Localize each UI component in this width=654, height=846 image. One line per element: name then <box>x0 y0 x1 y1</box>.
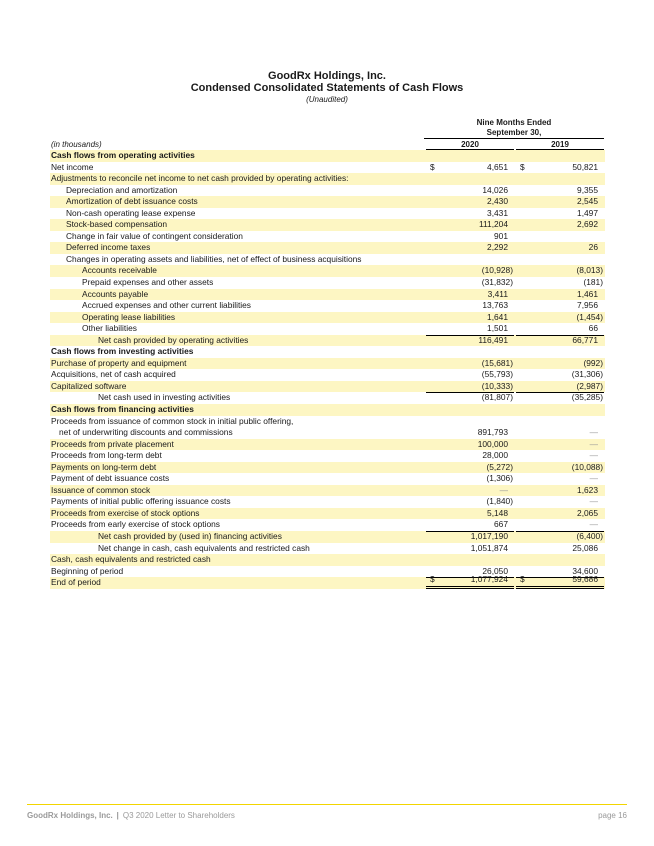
value-cell-2019 <box>516 323 604 335</box>
value-cell-2019 <box>516 242 604 254</box>
row-label-text: Cash flows from financing activities <box>51 404 194 415</box>
value-cell-2019 <box>516 543 604 555</box>
value-cell-2020 <box>426 242 514 254</box>
value-cell-2020 <box>426 381 514 393</box>
value-text: 116,491 <box>478 334 508 345</box>
value-cell-2019 <box>516 404 604 416</box>
value-text: — <box>499 484 508 495</box>
row-label <box>66 231 243 243</box>
value-text: 891,793 <box>477 427 508 438</box>
row-label <box>82 323 137 335</box>
value-cell-2019 <box>516 392 604 404</box>
table-row <box>50 519 605 531</box>
value-cell-2019 <box>516 531 604 543</box>
row-label <box>98 543 310 555</box>
statement-title: Condensed Consolidated Statements of Cash Flows <box>190 82 464 94</box>
value-cell-2019 <box>516 289 604 301</box>
value-cell-2019 <box>516 265 604 277</box>
row-label-text: Changes in operating assets and liabilities, net of effect of business acquisitions <box>66 253 362 264</box>
value-cell-2020 <box>426 150 514 162</box>
period-label-line1: Nine Months Ended <box>476 118 552 127</box>
value-cell-2020 <box>426 496 514 508</box>
table-row <box>50 381 605 393</box>
value-text: (1,454) <box>576 311 603 322</box>
row-label <box>51 439 174 451</box>
value-text: 2,292 <box>487 242 508 253</box>
row-label <box>82 265 157 277</box>
table-row <box>50 185 605 197</box>
units-label: (in thousands) <box>51 140 102 149</box>
year-2020-header: 2020 <box>461 140 479 149</box>
value-cell-2019 <box>516 173 604 185</box>
value-cell-2020 <box>426 554 514 566</box>
table-row <box>50 439 605 451</box>
value-cell-2020 <box>426 346 514 358</box>
row-label-text: Net cash provided by (used in) financing activities <box>98 530 282 541</box>
value-text: (10,333) <box>481 380 513 391</box>
value-cell-2019 <box>516 254 604 266</box>
value-text: (55,793) <box>481 369 513 380</box>
row-label <box>66 219 167 231</box>
row-label-text: Proceeds from long-term debt <box>51 450 162 461</box>
table-row <box>50 196 605 208</box>
table-row <box>50 392 605 404</box>
value-cell-2020 <box>426 277 514 289</box>
table-row <box>50 219 605 231</box>
table-row <box>50 404 605 416</box>
value-text: 28,000 <box>482 450 508 461</box>
value-text: 66,771 <box>572 334 598 345</box>
value-cell-2020 <box>426 265 514 277</box>
table-row <box>50 265 605 277</box>
value-text: (31,306) <box>571 369 603 380</box>
value-cell-2020 <box>426 358 514 370</box>
value-cell-2019 <box>516 335 604 347</box>
value-text: 5,148 <box>487 507 508 518</box>
value-cell-2019 <box>516 369 604 381</box>
row-label <box>66 242 150 254</box>
value-text: — <box>589 438 598 449</box>
table-row <box>50 231 605 243</box>
value-text: — <box>589 496 598 507</box>
value-cell-2020 <box>426 473 514 485</box>
value-cell-2020 <box>426 289 514 301</box>
row-label <box>82 277 213 289</box>
row-label <box>51 150 195 162</box>
footer-company: GoodRx Holdings, Inc. <box>27 811 113 820</box>
footer-document: Q3 2020 Letter to Shareholders <box>122 811 235 820</box>
row-label <box>82 312 175 324</box>
table-row <box>50 358 605 370</box>
value-cell-2020 <box>426 543 514 555</box>
value-cell-2020 <box>426 254 514 266</box>
value-text: 13,763 <box>482 300 508 311</box>
row-label <box>51 473 169 485</box>
value-text: 66 <box>588 323 598 334</box>
value-cell-2019 <box>516 439 604 451</box>
value-text: (6,400) <box>576 530 603 541</box>
page-footer <box>27 811 627 820</box>
value-text: 111,204 <box>478 219 508 230</box>
value-text: 1,077,924 <box>470 574 508 585</box>
value-text: (35,285) <box>571 392 603 403</box>
value-text: 100,000 <box>477 438 508 449</box>
table-row <box>50 554 605 566</box>
row-label <box>66 196 198 208</box>
value-cell-2020 <box>426 531 514 543</box>
table-row <box>50 450 605 462</box>
table-row <box>50 369 605 381</box>
row-label-text: Other liabilities <box>82 323 137 334</box>
table-row <box>50 496 605 508</box>
value-text: (10,088) <box>571 461 603 472</box>
row-label-text: Proceeds from private placement <box>51 438 174 449</box>
row-label-text: Payment of debt issuance costs <box>51 473 170 484</box>
row-label <box>51 485 150 497</box>
row-label-text: Accrued expenses and other current liabilities <box>82 300 251 311</box>
table-row <box>50 574 605 589</box>
footer-rule <box>27 804 627 805</box>
row-label-text: Issuance of common stock <box>51 484 151 495</box>
row-label <box>51 554 211 566</box>
row-label-text: Proceeds from early exercise of stock options <box>51 519 220 530</box>
company-name: GoodRx Holdings, Inc. <box>268 70 386 82</box>
value-cell-2020 <box>426 335 514 347</box>
value-cell-2019 <box>516 219 604 231</box>
value-text: 26,050 <box>482 565 508 576</box>
value-cell-2020 <box>426 162 514 174</box>
row-label <box>66 185 177 197</box>
value-text: 7,956 <box>577 300 598 311</box>
table-row <box>50 416 605 439</box>
column-header-row <box>50 139 605 150</box>
row-label <box>51 519 220 531</box>
value-cell-2019 <box>516 185 604 197</box>
value-text: — <box>589 473 598 484</box>
row-label-text: Amortization of debt issuance costs <box>66 196 198 207</box>
value-cell-2019 <box>516 300 604 312</box>
row-label-text: Proceeds from exercise of stock options <box>51 507 200 518</box>
row-label <box>51 358 186 370</box>
value-text: 4,651 <box>487 161 508 172</box>
row-label-text: Purchase of property and equipment <box>51 357 187 368</box>
row-label-text: Capitalized software <box>51 380 127 391</box>
value-cell-2019 <box>516 358 604 370</box>
row-label-text: Net cash provided by operating activities <box>98 334 249 345</box>
value-cell-2019 <box>516 496 604 508</box>
row-label <box>82 289 148 301</box>
value-cell-2020 <box>426 208 514 220</box>
row-label <box>82 300 251 312</box>
value-cell-2019 <box>516 277 604 289</box>
table-row <box>50 508 605 520</box>
value-text: — <box>589 519 598 530</box>
row-label <box>51 577 101 589</box>
period-label-line2: September 30, <box>486 128 542 137</box>
value-cell-2019 <box>516 231 604 243</box>
table-row <box>50 543 605 555</box>
row-label <box>98 531 282 543</box>
value-text: 1,461 <box>577 288 598 299</box>
value-cell-2020 <box>426 185 514 197</box>
value-text: (8,013) <box>576 265 603 276</box>
row-label-text: Prepaid expenses and other assets <box>82 277 214 288</box>
value-cell-2020 <box>426 508 514 520</box>
table-row <box>50 300 605 312</box>
value-cell-2019 <box>516 312 604 324</box>
table-row <box>50 312 605 324</box>
value-cell-2019 <box>516 450 604 462</box>
row-label <box>51 173 348 185</box>
row-label <box>51 462 156 474</box>
statement-header <box>0 70 654 105</box>
value-text: 1,641 <box>487 311 508 322</box>
value-cell-2020 <box>426 485 514 497</box>
value-cell-2020 <box>426 404 514 416</box>
row-label-text: Cash flows from operating activities <box>51 150 195 160</box>
row-label-text: Beginning of period <box>51 565 124 576</box>
value-text: 1,051,874 <box>470 542 508 553</box>
table-row <box>50 173 605 185</box>
table-row <box>50 323 605 335</box>
value-cell-2019 <box>516 462 604 474</box>
year-2019-header: 2019 <box>551 140 569 149</box>
row-label-text: Cash flows from investing activities <box>51 346 194 357</box>
value-text: 901 <box>494 230 508 241</box>
table-row <box>50 242 605 254</box>
row-label-text: Adjustments to reconcile net income to net cash provided by operating activities: <box>51 173 349 184</box>
row-label-text: Stock-based compensation <box>66 219 168 230</box>
value-cell-2019 <box>516 208 604 220</box>
value-cell-2019 <box>516 485 604 497</box>
row-label <box>51 416 293 439</box>
value-text: — <box>589 427 598 438</box>
row-label-text: Deferred income taxes <box>66 242 151 253</box>
row-label <box>66 208 195 220</box>
row-label <box>51 450 162 462</box>
dollar-sign: $ <box>520 161 525 172</box>
row-label-text: Depreciation and amortization <box>66 184 178 195</box>
table-row <box>50 531 605 543</box>
row-label <box>98 392 230 404</box>
footer-page-number: page 16 <box>598 811 627 820</box>
row-label-text: Accounts receivable <box>82 265 157 276</box>
row-label <box>51 404 194 416</box>
row-label <box>51 566 123 578</box>
value-text: 2,545 <box>577 196 598 207</box>
value-cell-2020 <box>426 462 514 474</box>
row-label-text: Proceeds from issuance of common stock in initial public offering, <box>51 415 294 426</box>
row-label-text: Accounts payable <box>82 288 149 299</box>
row-label-text: Operating lease liabilities <box>82 311 176 322</box>
value-text: (81,807) <box>481 392 513 403</box>
dollar-sign: $ <box>430 574 435 585</box>
table-row <box>50 473 605 485</box>
table-row <box>50 335 605 347</box>
cash-flow-table <box>50 150 605 589</box>
value-text: 2,692 <box>577 219 598 230</box>
row-label-text: Cash, cash equivalents and restricted cash <box>51 554 211 565</box>
table-row <box>50 162 605 174</box>
row-label-text: Change in fair value of contingent consideration <box>66 230 243 241</box>
row-label-text: Net change in cash, cash equivalents and restricted cash <box>98 542 310 553</box>
period-header <box>424 118 604 138</box>
value-text: — <box>589 450 598 461</box>
value-cell-2020 <box>426 450 514 462</box>
value-cell-2020 <box>426 519 514 531</box>
value-text: (5,272) <box>486 461 513 472</box>
row-label-text: Net income <box>51 161 94 172</box>
value-text: 3,411 <box>487 288 508 299</box>
value-text: 667 <box>494 519 508 530</box>
table-row <box>50 485 605 497</box>
value-cell-2020 <box>426 392 514 404</box>
value-text: (992) <box>583 357 603 368</box>
row-label <box>51 346 193 358</box>
value-cell-2020 <box>426 323 514 335</box>
value-cell-2020 <box>426 312 514 324</box>
value-text: 1,501 <box>487 323 508 334</box>
value-text: 1,017,190 <box>470 530 508 541</box>
value-text: (1,306) <box>486 473 513 484</box>
value-cell-2019 <box>516 346 604 358</box>
value-text: (10,928) <box>481 265 513 276</box>
value-text: 59,686 <box>572 574 598 585</box>
row-label-text: Payments on long-term debt <box>51 461 157 472</box>
value-text: 25,086 <box>572 542 598 553</box>
row-label <box>98 335 248 347</box>
value-cell-2020 <box>426 173 514 185</box>
unaudited-note: (Unaudited) <box>306 95 348 104</box>
row-label <box>51 508 200 520</box>
value-text: 1,623 <box>577 484 598 495</box>
value-text: 1,497 <box>577 207 598 218</box>
value-text: (2,987) <box>576 380 603 391</box>
value-cell-2020 <box>426 196 514 208</box>
value-cell-2019 <box>516 508 604 520</box>
value-cell-2019 <box>516 381 604 393</box>
row-label-text: Net cash used in investing activities <box>98 392 231 403</box>
value-cell-2020 <box>426 416 514 439</box>
value-cell-2019 <box>516 162 604 174</box>
value-cell-2019 <box>516 554 604 566</box>
value-cell-2019 <box>516 416 604 439</box>
value-text: 34,600 <box>572 565 598 576</box>
dollar-sign: $ <box>430 161 435 172</box>
value-cell-2020 <box>426 231 514 243</box>
value-cell-2019 <box>516 150 604 162</box>
value-text: 50,821 <box>572 161 598 172</box>
row-label-text-line2: net of underwriting discounts and commissions <box>59 427 233 438</box>
row-label <box>51 381 126 393</box>
value-cell-2019 <box>516 473 604 485</box>
table-row <box>50 208 605 220</box>
row-label <box>51 369 176 381</box>
value-text: (1,840) <box>486 496 513 507</box>
value-text: (181) <box>583 277 603 288</box>
value-text: (31,832) <box>481 277 513 288</box>
row-label <box>51 162 93 174</box>
value-text: 26 <box>588 242 598 253</box>
dollar-sign: $ <box>520 574 525 585</box>
value-text: 9,355 <box>577 184 598 195</box>
value-cell-2019 <box>516 196 604 208</box>
row-label <box>66 254 361 266</box>
row-label-text: Acquisitions, net of cash acquired <box>51 369 176 380</box>
row-label-text: Non-cash operating lease expense <box>66 207 196 218</box>
value-cell-2020 <box>426 574 514 589</box>
value-cell-2020 <box>426 219 514 231</box>
table-row <box>50 277 605 289</box>
table-row <box>50 462 605 474</box>
value-cell-2020 <box>426 369 514 381</box>
row-label-text: End of period <box>51 577 101 588</box>
footer-separator: | <box>116 811 119 820</box>
row-label-text: Payments of initial public offering issuance costs <box>51 496 231 507</box>
value-text: 2,430 <box>487 196 508 207</box>
value-cell-2019 <box>516 574 604 589</box>
value-cell-2020 <box>426 439 514 451</box>
value-cell-2019 <box>516 519 604 531</box>
value-text: 3,431 <box>487 207 508 218</box>
value-text: 2,065 <box>577 507 598 518</box>
table-row <box>50 150 605 162</box>
value-text: (15,681) <box>481 357 513 368</box>
table-row <box>50 346 605 358</box>
row-label <box>51 496 231 508</box>
table-row <box>50 254 605 266</box>
value-text: 14,026 <box>482 184 508 195</box>
value-cell-2020 <box>426 300 514 312</box>
table-row <box>50 289 605 301</box>
